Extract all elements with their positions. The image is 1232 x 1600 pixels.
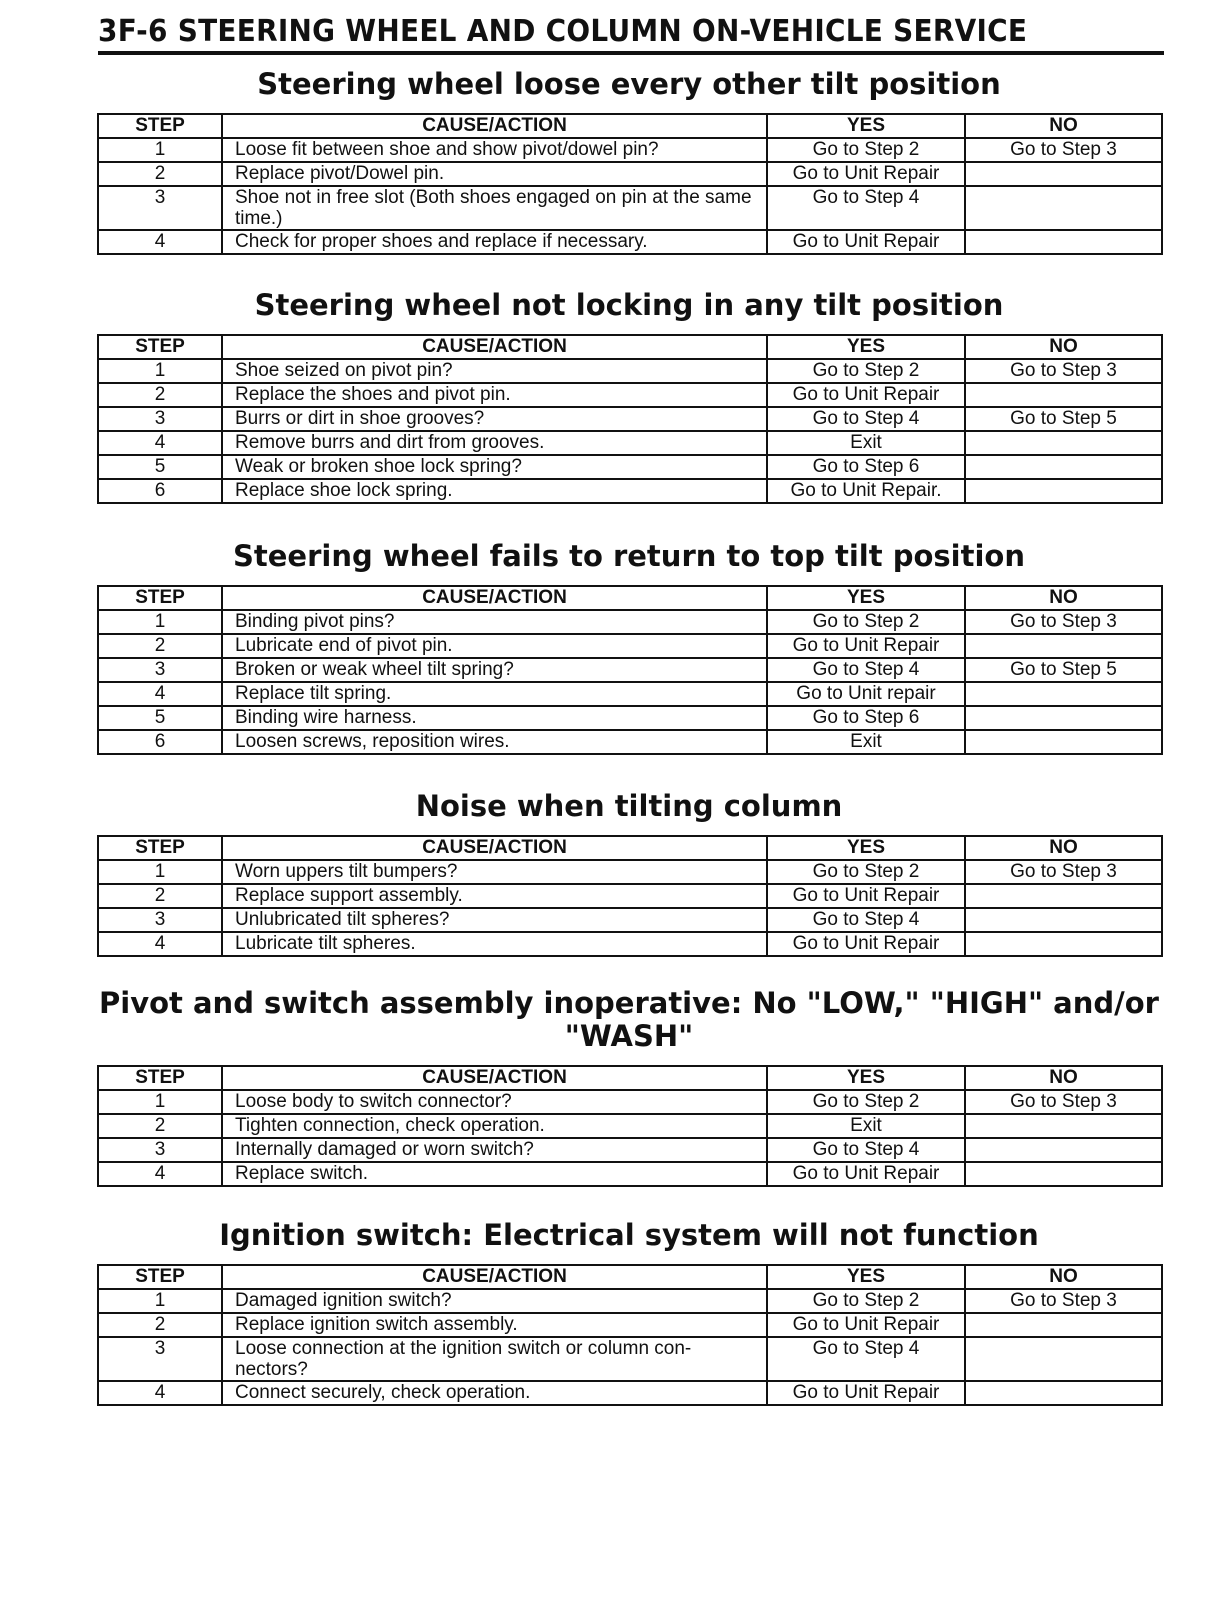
troubleshooting-table (97, 1065, 1163, 1187)
yes-cell: Go to Step 2 (767, 860, 965, 884)
no-cell (965, 1381, 1162, 1405)
cause-action-cell: Unlubricated tilt spheres? (222, 908, 767, 932)
no-cell (965, 455, 1162, 479)
step-cell: 2 (98, 162, 222, 186)
troubleshooting-table (97, 835, 1163, 957)
no-cell (965, 884, 1162, 908)
cause-action-cell: Tighten connection, check operation. (222, 1114, 767, 1138)
section-title: Steering wheel fails to return to top tilt position (233, 539, 1025, 573)
no-cell (965, 431, 1162, 455)
step-cell: 4 (98, 431, 222, 455)
yes-cell: Go to Unit Repair (767, 162, 965, 186)
cause-action-header: CAUSE/ACTION (222, 1265, 767, 1289)
no-cell (965, 730, 1162, 754)
section (97, 1219, 1161, 1406)
step-cell: 3 (98, 186, 222, 230)
yes-cell: Go to Step 2 (767, 1090, 965, 1114)
table-row (98, 186, 1162, 230)
table-row (98, 1162, 1162, 1186)
no-header: NO (965, 586, 1162, 610)
step-cell: 1 (98, 860, 222, 884)
table-row (98, 730, 1162, 754)
troubleshooting-table (97, 1264, 1163, 1406)
no-header: NO (965, 1265, 1162, 1289)
cause-action-cell: Burrs or dirt in shoe grooves? (222, 407, 767, 431)
no-cell (965, 1313, 1162, 1337)
cause-action-cell: Remove burrs and dirt from grooves. (222, 431, 767, 455)
cause-action-header: CAUSE/ACTION (222, 1066, 767, 1090)
page-title: 3F-6 STEERING WHEEL AND COLUMN ON-VEHICLE SERVICE (98, 14, 1028, 49)
section (97, 790, 1161, 957)
yes-cell: Go to Step 4 (767, 1337, 965, 1381)
cause-action-cell: Loose connection at the ignition switch or column con-nectors? (222, 1337, 767, 1381)
table-row (98, 455, 1162, 479)
cause-action-cell: Lubricate end of pivot pin. (222, 634, 767, 658)
yes-header: YES (767, 1265, 965, 1289)
table-row (98, 1381, 1162, 1405)
section-title: Ignition switch: Electrical system will not function (219, 1218, 1039, 1252)
no-cell (965, 479, 1162, 503)
yes-cell: Go to Unit Repair (767, 634, 965, 658)
yes-cell: Go to Unit Repair (767, 1381, 965, 1405)
table-row (98, 162, 1162, 186)
yes-cell: Go to Step 6 (767, 455, 965, 479)
yes-cell: Go to Unit repair (767, 682, 965, 706)
no-header: NO (965, 836, 1162, 860)
no-cell (965, 1114, 1162, 1138)
yes-cell: Go to Unit Repair (767, 230, 965, 254)
step-cell: 4 (98, 230, 222, 254)
cause-action-cell: Connect securely, check operation. (222, 1381, 767, 1405)
table-header-row (98, 836, 1162, 860)
step-cell: 1 (98, 1090, 222, 1114)
table-row (98, 706, 1162, 730)
table-header-row (98, 1265, 1162, 1289)
section-title: Noise when tilting column (415, 789, 843, 823)
table-row (98, 138, 1162, 162)
no-header: NO (965, 335, 1162, 359)
cause-action-header: CAUSE/ACTION (222, 114, 767, 138)
no-cell: Go to Step 3 (965, 359, 1162, 383)
no-cell: Go to Step 3 (965, 1289, 1162, 1313)
step-header: STEP (98, 335, 222, 359)
step-cell: 4 (98, 932, 222, 956)
table-row (98, 682, 1162, 706)
step-header: STEP (98, 836, 222, 860)
no-cell (965, 162, 1162, 186)
table-header-row (98, 1066, 1162, 1090)
table-row (98, 1289, 1162, 1313)
cause-action-cell: Replace tilt spring. (222, 682, 767, 706)
step-cell: 3 (98, 1138, 222, 1162)
section (97, 540, 1161, 755)
yes-cell: Go to Step 6 (767, 706, 965, 730)
section-title: Steering wheel not locking in any tilt position (254, 288, 1004, 322)
table-row (98, 932, 1162, 956)
no-cell (965, 932, 1162, 956)
yes-header: YES (767, 114, 965, 138)
table-row (98, 634, 1162, 658)
cause-action-cell: Weak or broken shoe lock spring? (222, 455, 767, 479)
no-cell (965, 1337, 1162, 1381)
cause-action-cell: Internally damaged or worn switch? (222, 1138, 767, 1162)
table-row (98, 1313, 1162, 1337)
step-cell: 3 (98, 1337, 222, 1381)
cause-action-cell: Check for proper shoes and replace if necessary. (222, 230, 767, 254)
no-cell (965, 682, 1162, 706)
table-row (98, 383, 1162, 407)
table-row (98, 658, 1162, 682)
page-header (98, 14, 1164, 55)
table-row (98, 908, 1162, 932)
cause-action-cell: Replace shoe lock spring. (222, 479, 767, 503)
no-cell (965, 706, 1162, 730)
table-header-row (98, 114, 1162, 138)
cause-action-cell: Replace support assembly. (222, 884, 767, 908)
yes-header: YES (767, 1066, 965, 1090)
step-cell: 5 (98, 706, 222, 730)
no-cell: Go to Step 3 (965, 860, 1162, 884)
table-row (98, 1114, 1162, 1138)
no-header: NO (965, 114, 1162, 138)
yes-cell: Exit (767, 431, 965, 455)
yes-cell: Go to Unit Repair (767, 1162, 965, 1186)
step-header: STEP (98, 114, 222, 138)
no-cell (965, 908, 1162, 932)
yes-header: YES (767, 335, 965, 359)
yes-cell: Go to Unit Repair. (767, 479, 965, 503)
table-row (98, 1337, 1162, 1381)
yes-cell: Go to Unit Repair (767, 1313, 965, 1337)
table-row (98, 860, 1162, 884)
step-cell: 5 (98, 455, 222, 479)
step-header: STEP (98, 1265, 222, 1289)
step-cell: 6 (98, 730, 222, 754)
yes-cell: Go to Step 2 (767, 138, 965, 162)
step-header: STEP (98, 1066, 222, 1090)
cause-action-cell: Replace switch. (222, 1162, 767, 1186)
no-cell: Go to Step 3 (965, 610, 1162, 634)
table-row (98, 230, 1162, 254)
yes-cell: Go to Unit Repair (767, 383, 965, 407)
yes-cell: Exit (767, 730, 965, 754)
cause-action-cell: Lubricate tilt spheres. (222, 932, 767, 956)
cause-action-cell: Damaged ignition switch? (222, 1289, 767, 1313)
step-header: STEP (98, 586, 222, 610)
cause-action-cell: Replace pivot/Dowel pin. (222, 162, 767, 186)
cause-action-header: CAUSE/ACTION (222, 836, 767, 860)
step-cell: 1 (98, 1289, 222, 1313)
yes-cell: Go to Step 2 (767, 610, 965, 634)
no-cell (965, 383, 1162, 407)
table-header-row (98, 586, 1162, 610)
no-cell (965, 1162, 1162, 1186)
table-row (98, 610, 1162, 634)
yes-cell: Go to Step 4 (767, 908, 965, 932)
no-cell (965, 186, 1162, 230)
table-row (98, 884, 1162, 908)
cause-action-cell: Shoe not in free slot (Both shoes engaged on pin at the same time.) (222, 186, 767, 230)
section (97, 289, 1161, 504)
step-cell: 1 (98, 359, 222, 383)
step-cell: 3 (98, 407, 222, 431)
table-header-row (98, 335, 1162, 359)
yes-cell: Go to Step 2 (767, 1289, 965, 1313)
no-cell (965, 230, 1162, 254)
cause-action-cell: Binding pivot pins? (222, 610, 767, 634)
cause-action-cell: Broken or weak wheel tilt spring? (222, 658, 767, 682)
cause-action-cell: Shoe seized on pivot pin? (222, 359, 767, 383)
troubleshooting-table (97, 585, 1163, 755)
step-cell: 3 (98, 658, 222, 682)
step-cell: 2 (98, 634, 222, 658)
step-cell: 2 (98, 1313, 222, 1337)
table-row (98, 479, 1162, 503)
section (97, 68, 1161, 255)
yes-cell: Go to Step 4 (767, 658, 965, 682)
section-title: Steering wheel loose every other tilt position (257, 67, 1001, 101)
step-cell: 2 (98, 383, 222, 407)
yes-cell: Go to Unit Repair (767, 884, 965, 908)
cause-action-cell: Worn uppers tilt bumpers? (222, 860, 767, 884)
no-cell: Go to Step 3 (965, 138, 1162, 162)
yes-cell: Go to Step 4 (767, 1138, 965, 1162)
troubleshooting-table (97, 334, 1163, 504)
no-cell: Go to Step 5 (965, 658, 1162, 682)
step-cell: 2 (98, 1114, 222, 1138)
yes-cell: Exit (767, 1114, 965, 1138)
no-cell: Go to Step 3 (965, 1090, 1162, 1114)
yes-cell: Go to Unit Repair (767, 932, 965, 956)
cause-action-header: CAUSE/ACTION (222, 335, 767, 359)
step-cell: 4 (98, 1162, 222, 1186)
table-row (98, 1090, 1162, 1114)
section-title: Pivot and switch assembly inoperative: No "LOW," "HIGH" and/or "WASH" (99, 986, 1159, 1053)
cause-action-cell: Loose fit between shoe and show pivot/dowel pin? (222, 138, 767, 162)
yes-cell: Go to Step 4 (767, 407, 965, 431)
step-cell: 4 (98, 1381, 222, 1405)
yes-cell: Go to Step 2 (767, 359, 965, 383)
cause-action-cell: Replace the shoes and pivot pin. (222, 383, 767, 407)
table-row (98, 407, 1162, 431)
troubleshooting-table (97, 113, 1163, 255)
no-cell (965, 634, 1162, 658)
step-cell: 2 (98, 884, 222, 908)
cause-action-cell: Replace ignition switch assembly. (222, 1313, 767, 1337)
table-row (98, 431, 1162, 455)
no-cell: Go to Step 5 (965, 407, 1162, 431)
cause-action-cell: Binding wire harness. (222, 706, 767, 730)
no-cell (965, 1138, 1162, 1162)
table-row (98, 359, 1162, 383)
cause-action-cell: Loose body to switch connector? (222, 1090, 767, 1114)
step-cell: 1 (98, 138, 222, 162)
yes-header: YES (767, 586, 965, 610)
cause-action-cell: Loosen screws, reposition wires. (222, 730, 767, 754)
no-header: NO (965, 1066, 1162, 1090)
step-cell: 4 (98, 682, 222, 706)
step-cell: 3 (98, 908, 222, 932)
step-cell: 6 (98, 479, 222, 503)
yes-header: YES (767, 836, 965, 860)
section (97, 987, 1161, 1187)
cause-action-header: CAUSE/ACTION (222, 586, 767, 610)
step-cell: 1 (98, 610, 222, 634)
yes-cell: Go to Step 4 (767, 186, 965, 230)
table-row (98, 1138, 1162, 1162)
